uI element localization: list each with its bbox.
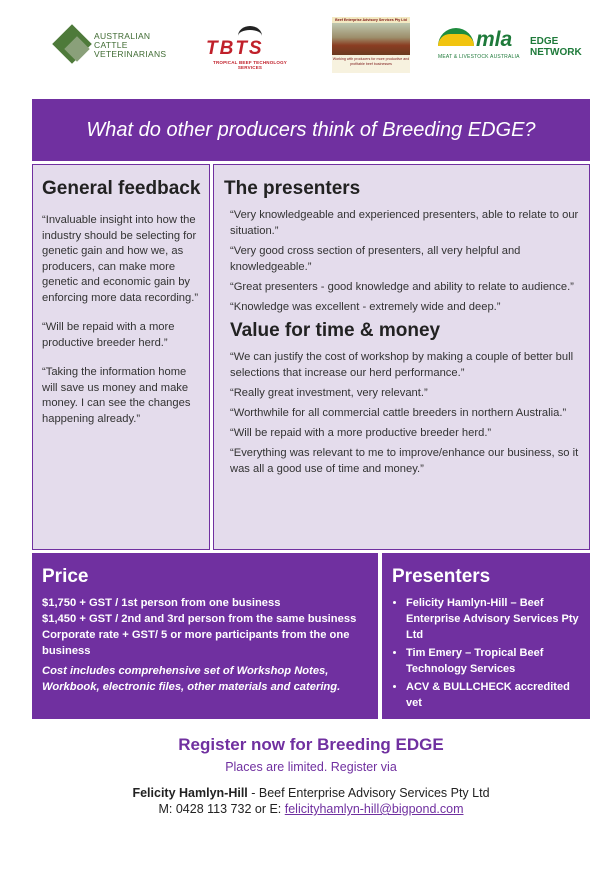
mla-logo-text: mla xyxy=(476,28,513,51)
value-quote: “Will be repaid with a more productive breeder herd.” xyxy=(230,427,492,439)
presenter-quote: “Knowledge was excellent - extremely wide and deep.” xyxy=(230,301,501,313)
phone-email-line xyxy=(32,801,590,818)
general-feedback-heading: General feedback xyxy=(42,178,201,199)
presenter-quote: “Very good cross section of presenters, all very helpful and knowledgeable.” xyxy=(230,245,521,273)
acv-logo xyxy=(56,22,176,72)
presenters-box xyxy=(382,553,590,719)
phone-text: M: 0428 113 732 or E: xyxy=(158,802,285,816)
presenters-heading: Presenters xyxy=(392,566,491,587)
general-feedback-box xyxy=(32,164,210,550)
register-section xyxy=(32,733,590,818)
value-quote: “We can justify the cost of workshop by making a couple of better bull selections that increase our herd performance.” xyxy=(230,351,574,379)
email-link[interactable]: felicityhamlyn-hill@bigpond.com xyxy=(284,802,464,816)
value-quote: “Everything was relevant to me to improve/enhance our business, so it was all a good use of time and money.” xyxy=(230,447,579,475)
places-limited-text: Places are limited. Register via xyxy=(225,760,397,774)
presenters-feedback-heading: The presenters xyxy=(224,178,361,199)
value-heading: Value for time & money xyxy=(230,320,441,341)
tbts-tagline: TROPICAL BEEF TECHNOLOGY SERVICES xyxy=(213,60,287,70)
price-line: $1,750 + GST / 1st person from one business xyxy=(42,597,281,609)
presenter-item: • ACV & BULLCHECK accredited vet xyxy=(406,679,582,711)
tbts-logo xyxy=(202,26,298,68)
presenters-list xyxy=(392,595,582,711)
presenter-item: • Tim Emery – Tropical Beef Technology Services xyxy=(406,645,582,677)
presenter-quote: “Great presenters - good knowledge and ability to relate to audience.” xyxy=(230,281,574,293)
contact-org: - Beef Enterprise Advisory Services Pty Ltd xyxy=(247,786,490,800)
presenters-value-box xyxy=(213,164,590,550)
presenter-item: • Felicity Hamlyn-Hill – Beef Enterprise Advisory Services Pty Ltd xyxy=(406,595,582,643)
feedback-quote: “Will be repaid with a more productive breeder herd.” xyxy=(42,321,175,349)
feedback-quote: “Taking the information home will save us money and make money. I can see the changes happening already.” xyxy=(42,366,191,425)
price-line: $1,450 + GST / 2nd and 3rd person from the same business xyxy=(42,613,357,625)
mla-logo-subtext: MEAT & LIVESTOCK AUSTRALIA xyxy=(438,54,520,60)
beas-logo-caption: Working with producers for more productive and profitable beef businesses xyxy=(332,55,410,73)
feedback-quote: “Invaluable insight into how the industry should be selecting for genetic gain and how we, as producers, can make more genetic and economic gain by enforcing more data recording.” xyxy=(42,214,199,304)
edge-network-text: EDGE NETWORK xyxy=(530,36,582,58)
cattle-photo xyxy=(332,23,410,55)
mla-logo xyxy=(438,28,582,68)
price-box xyxy=(32,553,378,719)
value-quote: “Worthwhile for all commercial cattle breeders in northern Australia.” xyxy=(230,407,567,419)
register-title: Register now for Breeding EDGE xyxy=(178,735,444,754)
acv-logo-text: AUSTRALIAN CATTLE VETERINARIANS xyxy=(94,31,167,59)
price-line: Corporate rate + GST/ 5 or more participants from the one business xyxy=(42,629,350,657)
logo-bar xyxy=(0,0,607,90)
presenter-quote: “Very knowledgeable and experienced presenters, able to relate to our situation.” xyxy=(230,209,579,237)
beas-logo-header: Beef Enterprise Advisory Services Pty Ltd xyxy=(332,17,410,23)
headline-banner xyxy=(32,99,590,161)
contact-line xyxy=(32,785,590,801)
price-heading: Price xyxy=(42,566,89,587)
tbts-logo-text: TBTS xyxy=(206,38,264,59)
beas-logo xyxy=(332,17,410,71)
value-quote: “Really great investment, very relevant.” xyxy=(230,387,428,399)
contact-name: Felicity Hamlyn-Hill xyxy=(132,786,248,800)
mla-arc-accent xyxy=(438,34,474,46)
price-note: Cost includes comprehensive set of Workshop Notes, Workbook, electronic files, other materials and catering. xyxy=(42,665,341,693)
headline-title: What do other producers think of Breeding EDGE? xyxy=(86,118,536,141)
